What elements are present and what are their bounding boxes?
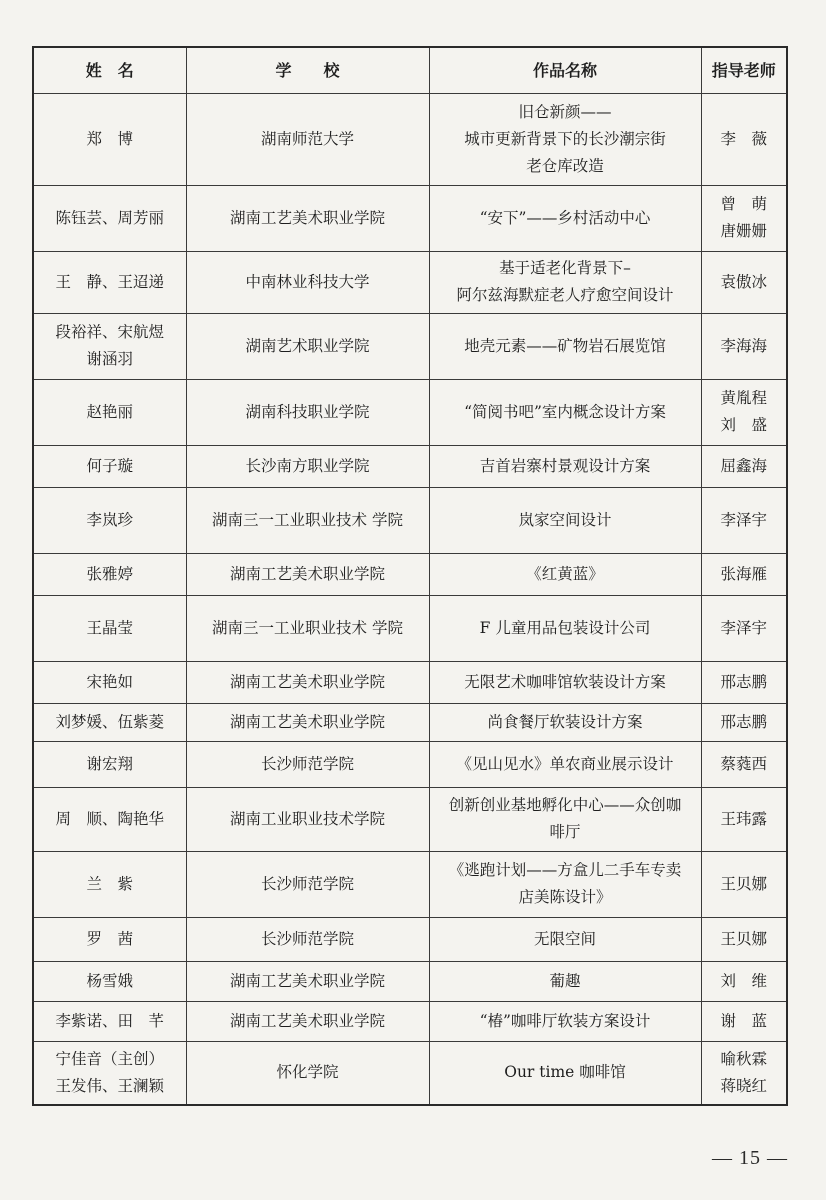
student-name: 段裕祥、宋航煜 谢涵羽 [33, 313, 186, 379]
school-name: 湖南艺术职业学院 [186, 313, 429, 379]
advisor-name: 李泽宇 [701, 595, 787, 661]
table-row [33, 487, 787, 553]
student-name: 宋艳如 [33, 661, 186, 703]
header-work: 作品名称 [429, 47, 701, 93]
advisor-name: 谢 蓝 [701, 1001, 787, 1041]
table-row [33, 1001, 787, 1041]
work-title: 葡趣 [429, 961, 701, 1001]
table-row [33, 251, 787, 313]
student-name: 杨雪娥 [33, 961, 186, 1001]
school-name: 长沙师范学院 [186, 917, 429, 961]
advisor-name: 刘 维 [701, 961, 787, 1001]
advisor-name: 喻秋霖 蒋晓红 [701, 1041, 787, 1105]
work-title: 基于适老化背景下– 阿尔兹海默症老人疗愈空间设计 [429, 251, 701, 313]
advisor-name: 张海雁 [701, 553, 787, 595]
table-row [33, 445, 787, 487]
advisor-name: 邢志鹏 [701, 661, 787, 703]
student-name: 刘梦媛、伍紫菱 [33, 703, 186, 741]
school-name: 湖南工业职业技术学院 [186, 787, 429, 851]
work-title: 《红黄蓝》 [429, 553, 701, 595]
work-title: Our time 咖啡馆 [429, 1041, 701, 1105]
table-row [33, 185, 787, 251]
table-row [33, 553, 787, 595]
advisor-name: 王贝娜 [701, 851, 787, 917]
work-title: 吉首岩寨村景观设计方案 [429, 445, 701, 487]
table-row [33, 703, 787, 741]
school-name: 怀化学院 [186, 1041, 429, 1105]
work-title: “椿”咖啡厅软装方案设计 [429, 1001, 701, 1041]
school-name: 湖南工艺美术职业学院 [186, 703, 429, 741]
school-name: 湖南三一工业职业技术 学院 [186, 487, 429, 553]
student-name: 何子璇 [33, 445, 186, 487]
header-school: 学 校 [186, 47, 429, 93]
student-name: 宁佳音（主创） 王发伟、王澜颖 [33, 1041, 186, 1105]
school-name: 湖南三一工业职业技术 学院 [186, 595, 429, 661]
student-name: 谢宏翔 [33, 741, 186, 787]
student-name: 王 静、王迢递 [33, 251, 186, 313]
advisor-name: 李 薇 [701, 93, 787, 185]
table-row [33, 961, 787, 1001]
table-row [33, 313, 787, 379]
work-title: 旧仓新颜—— 城市更新背景下的长沙潮宗街 老仓库改造 [429, 93, 701, 185]
student-name: 张雅婷 [33, 553, 186, 595]
school-name: 湖南工艺美术职业学院 [186, 185, 429, 251]
advisor-name: 蔡蕤西 [701, 741, 787, 787]
advisor-name: 曾 萌 唐姗姗 [701, 185, 787, 251]
advisor-name: 屈鑫海 [701, 445, 787, 487]
school-name: 湖南工艺美术职业学院 [186, 1001, 429, 1041]
header-teacher: 指导老师 [701, 47, 787, 93]
table-header [33, 47, 787, 93]
advisor-name: 袁傲冰 [701, 251, 787, 313]
student-name: 罗 茜 [33, 917, 186, 961]
advisor-name: 李泽宇 [701, 487, 787, 553]
student-name: 王晶莹 [33, 595, 186, 661]
school-name: 中南林业科技大学 [186, 251, 429, 313]
school-name: 湖南师范大学 [186, 93, 429, 185]
work-title: 无限艺术咖啡馆软装设计方案 [429, 661, 701, 703]
advisor-name: 李海海 [701, 313, 787, 379]
student-name: 周 顺、陶艳华 [33, 787, 186, 851]
header-name: 姓 名 [33, 47, 186, 93]
advisor-name: 邢志鹏 [701, 703, 787, 741]
advisor-name: 王贝娜 [701, 917, 787, 961]
school-name: 长沙师范学院 [186, 851, 429, 917]
work-title: 《逃跑计划——方盒儿二手车专卖 店美陈设计》 [429, 851, 701, 917]
work-title: F 儿童用品包装设计公司 [429, 595, 701, 661]
school-name: 长沙南方职业学院 [186, 445, 429, 487]
student-name: 李紫诺、田 芊 [33, 1001, 186, 1041]
table-row [33, 917, 787, 961]
work-title: 尚食餐厅软装设计方案 [429, 703, 701, 741]
work-title: 无限空间 [429, 917, 701, 961]
table-body [33, 93, 787, 1105]
student-name: 陈钰芸、周芳丽 [33, 185, 186, 251]
student-name: 兰 紫 [33, 851, 186, 917]
school-name: 湖南工艺美术职业学院 [186, 661, 429, 703]
school-name: 湖南工艺美术职业学院 [186, 553, 429, 595]
student-name: 郑 博 [33, 93, 186, 185]
work-title: 岚家空间设计 [429, 487, 701, 553]
table-row [33, 741, 787, 787]
school-name: 长沙师范学院 [186, 741, 429, 787]
student-name: 李岚珍 [33, 487, 186, 553]
advisor-name: 王玮露 [701, 787, 787, 851]
page-number: — 15 — [712, 1147, 788, 1169]
table-row [33, 787, 787, 851]
table-row [33, 661, 787, 703]
table-row [33, 379, 787, 445]
work-title: 《见山见水》单农商业展示设计 [429, 741, 701, 787]
table-row [33, 93, 787, 185]
table-row [33, 595, 787, 661]
work-title: 地壳元素——矿物岩石展览馆 [429, 313, 701, 379]
school-name: 湖南科技职业学院 [186, 379, 429, 445]
work-title: “安下”——乡村活动中心 [429, 185, 701, 251]
work-title: 创新创业基地孵化中心——众创咖 啡厅 [429, 787, 701, 851]
student-name: 赵艳丽 [33, 379, 186, 445]
work-title: “简阅书吧”室内概念设计方案 [429, 379, 701, 445]
school-name: 湖南工艺美术职业学院 [186, 961, 429, 1001]
table-row [33, 1041, 787, 1105]
advisor-name: 黄胤程 刘 盛 [701, 379, 787, 445]
table-row [33, 851, 787, 917]
award-table [32, 46, 788, 1106]
